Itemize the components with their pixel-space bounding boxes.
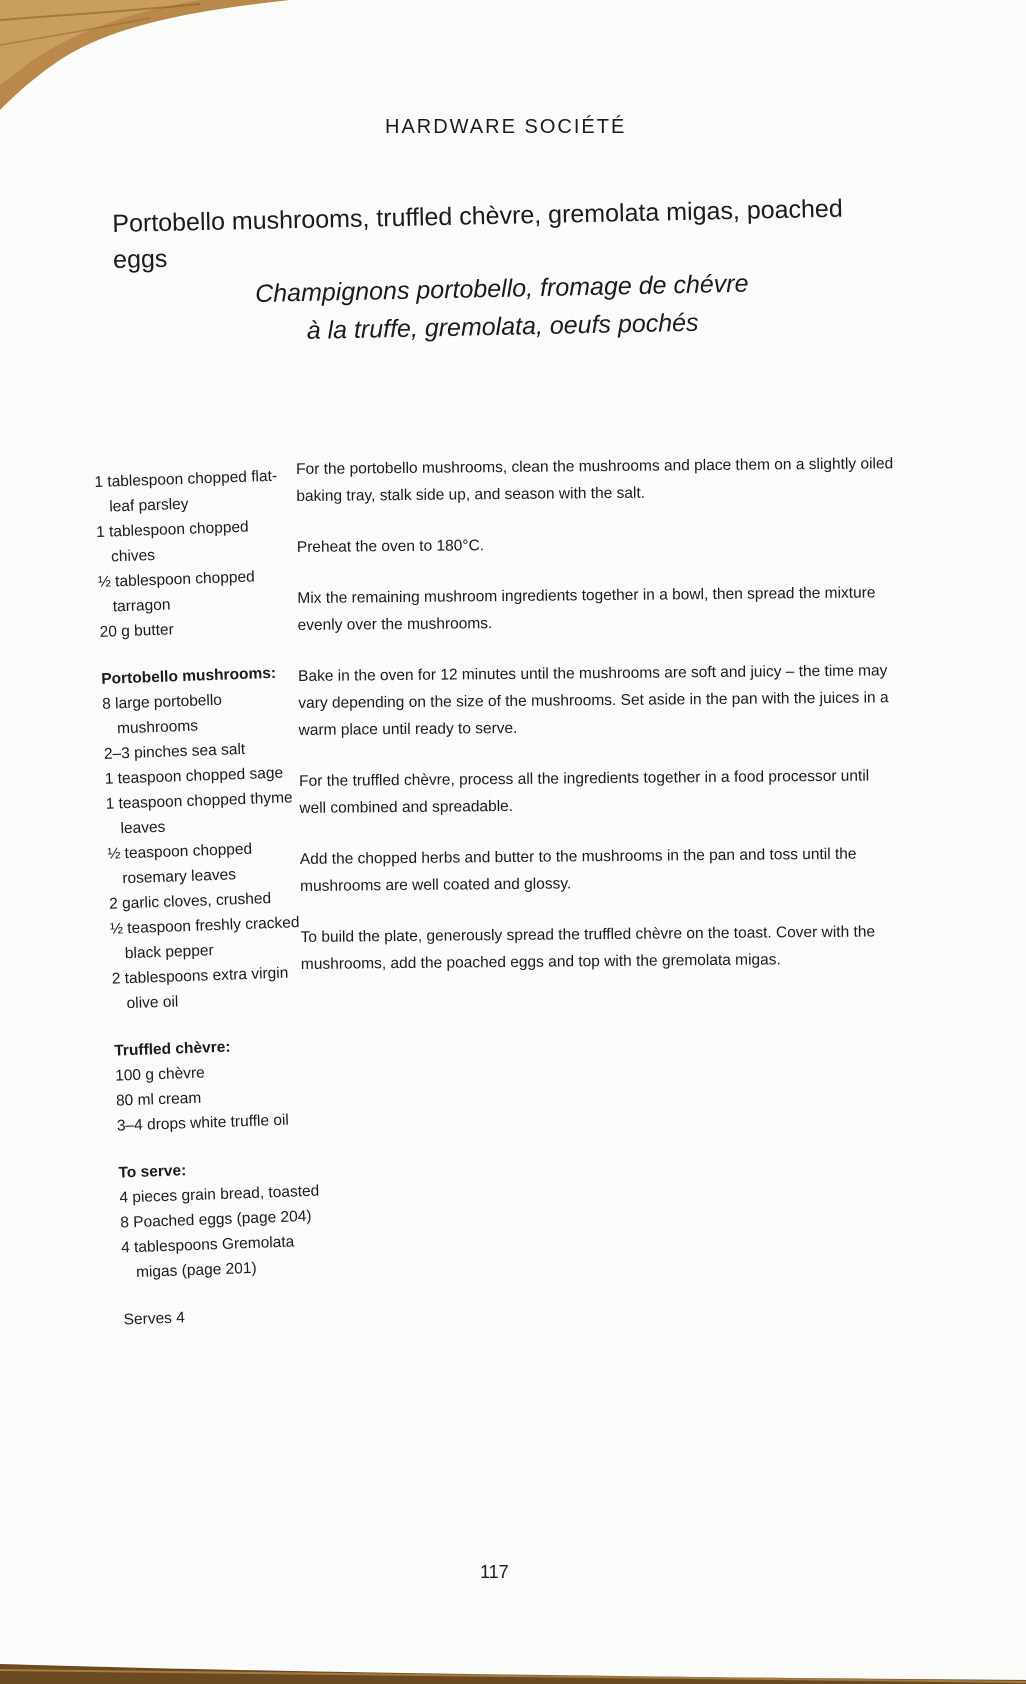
- serve-ingredients-list: [118, 1154, 322, 1286]
- ingredient-heading: To serve:: [118, 1162, 187, 1182]
- ingredient-item: 8 large portobello mushrooms: [101, 691, 223, 738]
- ingredient-item: 100 g chèvre: [114, 1064, 206, 1085]
- ingredient-item: 80 ml cream: [115, 1089, 202, 1110]
- ingredient-item: ½ teaspoon chopped rosemary leaves: [107, 840, 253, 888]
- ingredient-item: 4 tablespoons Gremolata migas (page 201): [120, 1233, 295, 1282]
- running-head: HARDWARE SOCIÉTÉ: [385, 116, 627, 138]
- method-step: For the portobello mushrooms, clean the mushrooms and place them on a slightly oiled baking tray, stalk side up, and season with the salt.: [296, 455, 894, 505]
- method-step: To build the plate, generously spread the truffled chèvre on the toast. Cover with the mushrooms, add the poached eggs and top with the gremolata migas.: [300, 923, 876, 973]
- ingredient-item: 1 teaspoon chopped sage: [104, 764, 284, 788]
- ingredient-item: 4 pieces grain bread, toasted: [119, 1182, 320, 1207]
- method-column: [296, 450, 901, 1002]
- method-step: Add the chopped herbs and butter to the mushrooms in the pan and toss until the mushrooms are well coated and glossy.: [299, 845, 857, 895]
- ingredient-item: 3–4 drops white truffle oil: [116, 1111, 290, 1135]
- ingredients-column: [94, 463, 324, 1332]
- portobello-ingredients-list: [101, 660, 313, 1017]
- wooden-surface-top-corner: [0, 0, 290, 120]
- wooden-surface-bottom-edge: [0, 1640, 1026, 1684]
- ingredient-item: 2 garlic cloves, crushed: [108, 890, 272, 913]
- method-step: Bake in the oven for 12 minutes until the mushrooms are soft and juicy – the time may vary depending on the size of the mushrooms. Set aside in the pan with the juices in a warm place until ready to serve.: [298, 662, 889, 739]
- recipe-title-french-line1: Champignons portobello, fromage de chévre: [254, 269, 749, 308]
- method-step: Mix the remaining mushroom ingredients together in a bowl, then spread the mixture evenly over the mushrooms.: [297, 584, 876, 634]
- ingredient-heading: Portobello mushrooms:: [101, 664, 277, 688]
- method-step: Preheat the oven to 180°C.: [296, 537, 485, 556]
- herb-ingredients-list: [94, 463, 300, 645]
- ingredient-item: ½ teaspoon freshly cracked black pepper: [109, 914, 300, 963]
- recipe-title-block: [110, 190, 893, 354]
- ingredient-item: 8 Poached eggs (page 204): [120, 1207, 312, 1232]
- page-number: 117: [480, 1562, 509, 1582]
- ingredient-item: 1 teaspoon chopped thyme leaves: [105, 789, 293, 838]
- ingredient-item: 2–3 pinches sea salt: [103, 740, 246, 763]
- chevre-ingredients-list: [114, 1032, 317, 1139]
- recipe-title-english: Portobello mushrooms, truffled chèvre, gremolata migas, poached eggs: [112, 194, 843, 274]
- ingredient-heading: Truffled chèvre:: [113, 1038, 231, 1060]
- ingredient-item: 1 tablespoon chopped flat-leaf parsley: [94, 467, 278, 516]
- method-step: For the truffled chèvre, process all the ingredients together in a food processor until well combined and spreadable.: [299, 767, 870, 817]
- serves-count: Serves 4: [123, 1309, 186, 1329]
- ingredient-item: 20 g butter: [99, 621, 175, 641]
- ingredient-item: ½ tablespoon chopped tarragon: [97, 568, 255, 616]
- ingredient-item: 1 tablespoon chopped chives: [95, 518, 249, 566]
- ingredient-item: 2 tablespoons extra virgin olive oil: [111, 964, 289, 1013]
- recipe-title-french-line2: à la truffe, gremolata, oeufs pochés: [306, 308, 699, 345]
